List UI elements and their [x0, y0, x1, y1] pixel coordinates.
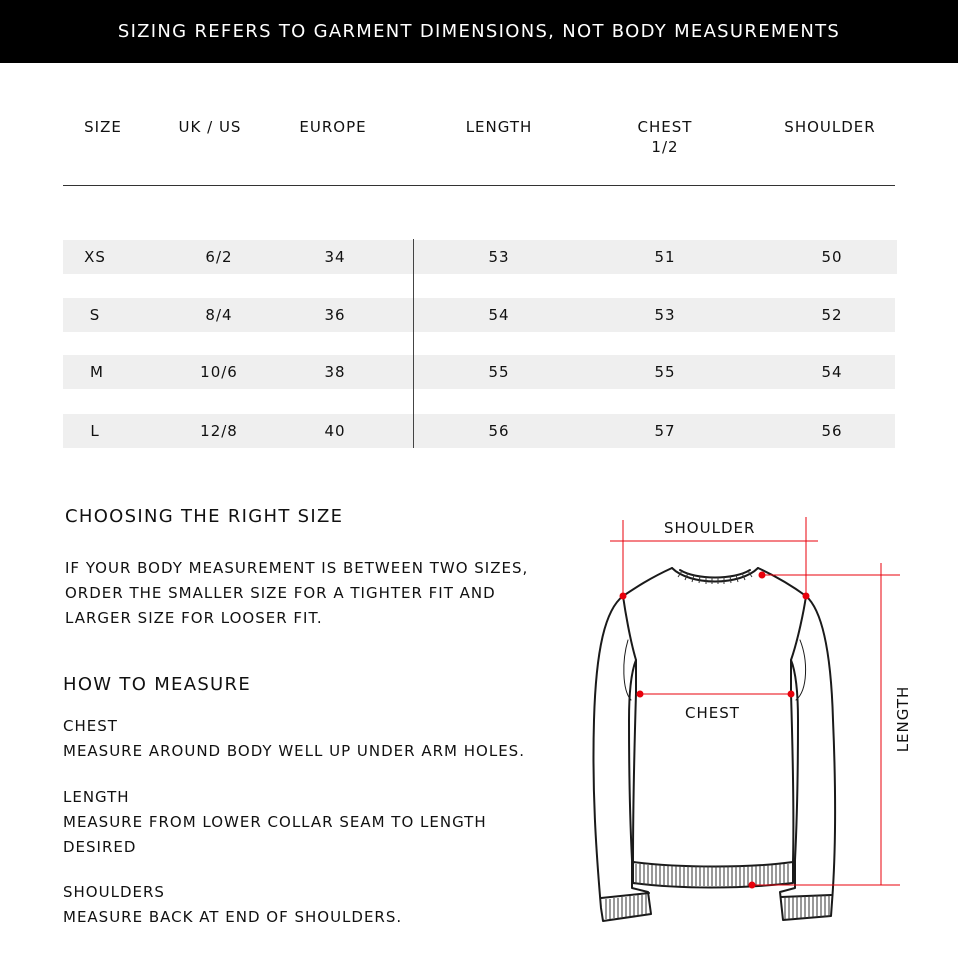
chest-right-point — [788, 691, 795, 698]
cell-size: L — [90, 422, 100, 440]
cell-chest: 55 — [654, 363, 676, 381]
shoulders-line: MEASURE BACK AT END OF SHOULDERS. — [63, 908, 403, 926]
collar-seam-point — [759, 572, 766, 579]
sweater-outline — [593, 568, 835, 921]
cell-uk-us: 12/8 — [200, 422, 238, 440]
header-length: LENGTH — [465, 118, 533, 136]
header-europe: EUROPE — [299, 118, 367, 136]
choosing-title: CHOOSING THE RIGHT SIZE — [65, 506, 344, 527]
diagram-length-label: LENGTH — [894, 685, 912, 753]
shoulders-label: SHOULDERS — [63, 883, 165, 901]
choosing-line: IF YOUR BODY MEASUREMENT IS BETWEEN TWO SIZES, — [65, 559, 529, 577]
measurement-lines — [610, 517, 900, 885]
cell-europe: 34 — [324, 248, 346, 266]
cell-europe: 36 — [324, 306, 346, 324]
hem-point — [749, 882, 756, 889]
header-size: SIZE — [84, 118, 122, 136]
left-armhole-seam — [623, 596, 636, 660]
cell-europe: 40 — [324, 422, 346, 440]
length-label: LENGTH — [63, 788, 130, 806]
shoulder-right-point — [803, 593, 810, 600]
diagram-shoulder-label: SHOULDER — [664, 519, 756, 537]
sweater-body — [593, 568, 835, 921]
cell-chest: 51 — [654, 248, 676, 266]
diagram-chest-label: CHEST — [685, 704, 740, 722]
cell-shoulder: 54 — [821, 363, 843, 381]
cell-shoulder: 56 — [821, 422, 843, 440]
cell-shoulder: 52 — [821, 306, 843, 324]
chest-line: MEASURE AROUND BODY WELL UP UNDER ARM HOLES. — [63, 742, 525, 760]
shoulder-left-point — [620, 593, 627, 600]
cell-size: XS — [84, 248, 106, 266]
cell-chest: 57 — [654, 422, 676, 440]
cell-uk-us: 6/2 — [205, 248, 233, 266]
cell-length: 55 — [488, 363, 510, 381]
header-chest-sub: 1/2 — [651, 138, 679, 156]
cell-shoulder: 50 — [821, 248, 843, 266]
cell-length: 54 — [488, 306, 510, 324]
chest-label: CHEST — [63, 717, 118, 735]
chest-left-point — [637, 691, 644, 698]
header-uk-us: UK / US — [178, 118, 242, 136]
header-chest-label: CHEST — [637, 118, 693, 136]
cell-size: M — [90, 363, 104, 381]
length-line: DESIRED — [63, 838, 137, 856]
length-line: MEASURE FROM LOWER COLLAR SEAM TO LENGTH — [63, 813, 487, 831]
cell-uk-us: 8/4 — [205, 306, 233, 324]
hem-rib-line — [633, 862, 793, 867]
choosing-line: ORDER THE SMALLER SIZE FOR A TIGHTER FIT AND — [65, 584, 496, 602]
right-cuff-line — [781, 895, 831, 897]
cell-size: S — [89, 306, 101, 324]
sweater-collar-inner — [680, 570, 750, 578]
cell-length: 56 — [488, 422, 510, 440]
header-shoulder: SHOULDER — [784, 118, 876, 136]
measurement-points — [620, 572, 810, 889]
cell-uk-us: 10/6 — [200, 363, 238, 381]
cell-length: 53 — [488, 248, 510, 266]
cell-europe: 38 — [324, 363, 346, 381]
banner: SIZING REFERS TO GARMENT DIMENSIONS, NOT BODY MEASUREMENTS — [0, 0, 958, 63]
how-to-title: HOW TO MEASURE — [63, 674, 252, 695]
choosing-line: LARGER SIZE FOR LOOSER FIT. — [65, 609, 323, 627]
cell-chest: 53 — [654, 306, 676, 324]
